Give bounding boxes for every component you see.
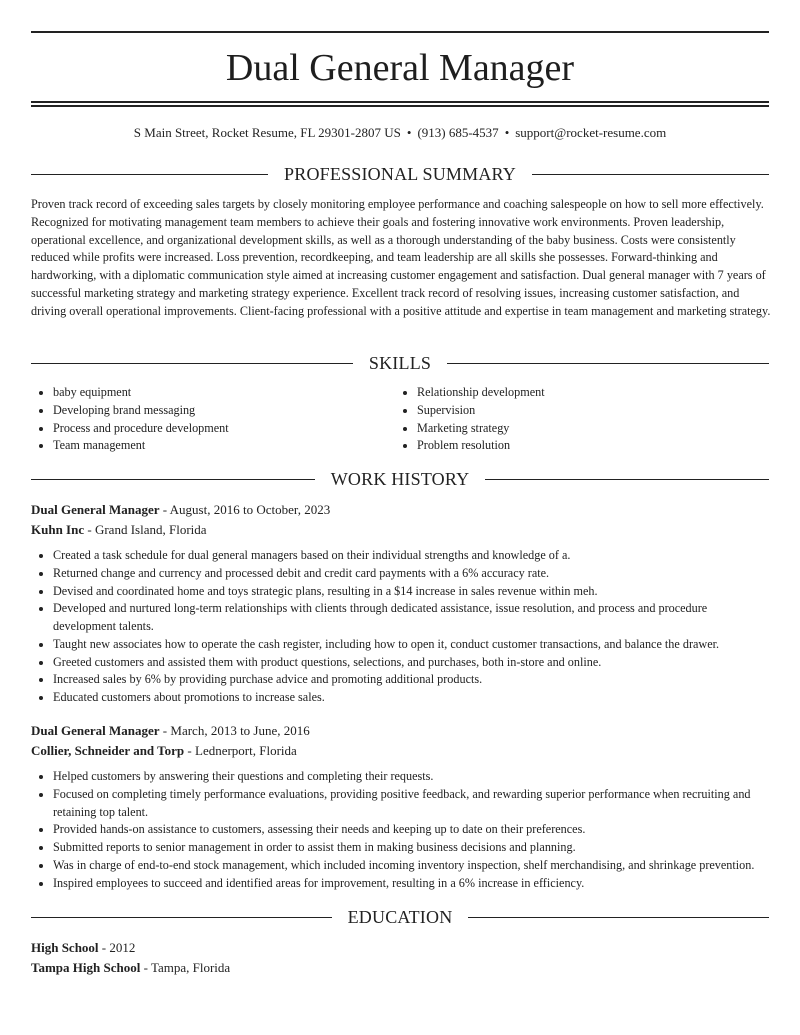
job-company-line — [31, 521, 771, 539]
skills-column-right — [395, 384, 765, 455]
job-bullet: • Helped customers by answering their questions and completing their requests. — [53, 768, 769, 786]
job-location: Grand Island, Florida — [94, 522, 207, 537]
dash: - — [84, 522, 95, 537]
job-bullets — [31, 768, 769, 892]
job-bullet: • Increased sales by 6% by providing purchase advice and promoting additional products. — [53, 671, 769, 689]
skill-item: • Supervision — [417, 402, 765, 420]
job-bullet: • Devised and coordinated home and toys strategic plans, resulting in a $14 increase in sales revenue within meh. — [53, 583, 769, 601]
job-bullet: • Provided hands-on assistance to customers, assessing their needs and keeping up to date on their preferences. — [53, 821, 769, 839]
heading-line-right — [532, 174, 769, 175]
education-location: Tampa, Florida — [150, 960, 231, 975]
contact-address: S Main Street, Rocket Resume, FL 29301-2807 US — [133, 125, 401, 140]
contact-separator: • — [406, 125, 412, 140]
dash: - — [184, 743, 195, 758]
job-dates: March, 2013 to June, 2016 — [170, 723, 310, 738]
skill-item: • Process and procedure development — [53, 420, 381, 438]
education-school: Tampa High School — [31, 960, 141, 975]
dash: - — [159, 723, 171, 738]
contact-email: support@rocket-resume.com — [515, 125, 667, 140]
job-title: Dual General Manager — [31, 502, 160, 517]
skill-item: • Relationship development — [417, 384, 765, 402]
education-degree-line — [31, 939, 771, 957]
heading-line-right — [485, 479, 769, 480]
contact-separator: • — [504, 125, 510, 140]
job-location: Lednerport, Florida — [195, 743, 297, 758]
job-title-line — [31, 501, 771, 519]
skill-item: • Marketing strategy — [417, 420, 765, 438]
job-company: Collier, Schneider and Torp — [31, 743, 185, 758]
job-bullet: • Returned change and currency and processed debit and credit card payments with a 6% accuracy rate. — [53, 565, 769, 583]
dash: - — [140, 960, 151, 975]
job-title-line — [31, 722, 771, 740]
job-bullets — [31, 547, 769, 707]
skills-column-left — [31, 384, 381, 455]
job-company-line — [31, 742, 771, 760]
job-bullet: • Inspired employees to succeed and identified areas for improvement, resulting in a 6% increase in efficiency. — [53, 875, 769, 893]
education-year: 2012 — [109, 940, 136, 955]
summary-heading — [31, 163, 769, 185]
work-heading-label: WORK HISTORY — [330, 469, 470, 489]
job-bullet: • Greeted customers and assisted them with product questions, selections, and purchases, both in-store and online. — [53, 654, 769, 672]
skill-item: • Developing brand messaging — [53, 402, 381, 420]
summary-text: Proven track record of exceeding sales targets by closely monitoring employee performance and coaching salespeople on how to sell more effectively. Recognized for motivating management team members to achieve their goals and fostering innovative work environments. Proven leadership, operational excellence, and organizational development skills, as well as a thorough understanding of the baby business. Costs were consistently reduced while profits were increased. Loss prevention, recordkeeping, and team leadership are all skills she possesses. Forward-thinking and hardworking, with a diplomatic communication style aimed at increasing customer engagement and satisfaction. Dual general manager with 7 years of successful marketing strategy and marketing strategy experience. Excellent track record of resolving issues, increasing customer satisfaction, and driving overall operational improvements. Client-facing professional with a positive attitude and expertise in team management and marketing strategy. — [31, 197, 771, 318]
header-divider-lower — [31, 105, 769, 107]
job-dates: August, 2016 to October, 2023 — [169, 502, 331, 517]
education-heading — [31, 906, 769, 928]
job-bullet: • Was in charge of end-to-end stock management, which included incoming inventory inspection, shelf merchandising, and shrinkage prevention. — [53, 857, 769, 875]
heading-line-left — [31, 479, 315, 480]
skill-item: • Team management — [53, 437, 381, 455]
header-divider-upper — [31, 101, 769, 103]
resume-name: Dual General Manager — [225, 47, 575, 89]
work-heading — [31, 468, 769, 490]
skill-item: • Problem resolution — [417, 437, 765, 455]
job-bullet: • Developed and nurtured long-term relationships with clients through dedicated assistance, issue resolution, and process and procedure development talents. — [53, 600, 769, 636]
heading-line-left — [31, 917, 332, 918]
job-bullet: • Focused on completing timely performance evaluations, providing positive feedback, and rewarding superior performance when recruiting and retaining top talent. — [53, 786, 769, 822]
skill-item: • baby equipment — [53, 384, 381, 402]
heading-line-left — [31, 174, 268, 175]
job-bullet: • Educated customers about promotions to increase sales. — [53, 689, 769, 707]
heading-line-right — [468, 917, 769, 918]
job-title: Dual General Manager — [31, 723, 160, 738]
dash: - — [98, 940, 110, 955]
skills-heading-label: SKILLS — [368, 353, 432, 373]
job-bullet: • Created a task schedule for dual general managers based on their individual strengths and knowledge of a. — [53, 547, 769, 565]
education-school-line — [31, 959, 771, 977]
education-degree: High School — [31, 940, 99, 955]
job-bullet: • Taught new associates how to operate the cash register, including how to open it, conduct customer transactions, and balance the drawer. — [53, 636, 769, 654]
heading-line-right — [447, 363, 769, 364]
contact-line — [0, 124, 800, 142]
education-heading-label: EDUCATION — [347, 907, 453, 927]
top-divider — [31, 31, 769, 33]
heading-line-left — [31, 363, 353, 364]
skills-heading — [31, 352, 769, 374]
dash: - — [159, 502, 170, 517]
job-bullet: • Submitted reports to senior management in order to assist them in making business decisions and planning. — [53, 839, 769, 857]
summary-heading-label: PROFESSIONAL SUMMARY — [284, 164, 516, 184]
job-company: Kuhn Inc — [31, 522, 85, 537]
contact-phone: (913) 685-4537 — [417, 125, 499, 140]
